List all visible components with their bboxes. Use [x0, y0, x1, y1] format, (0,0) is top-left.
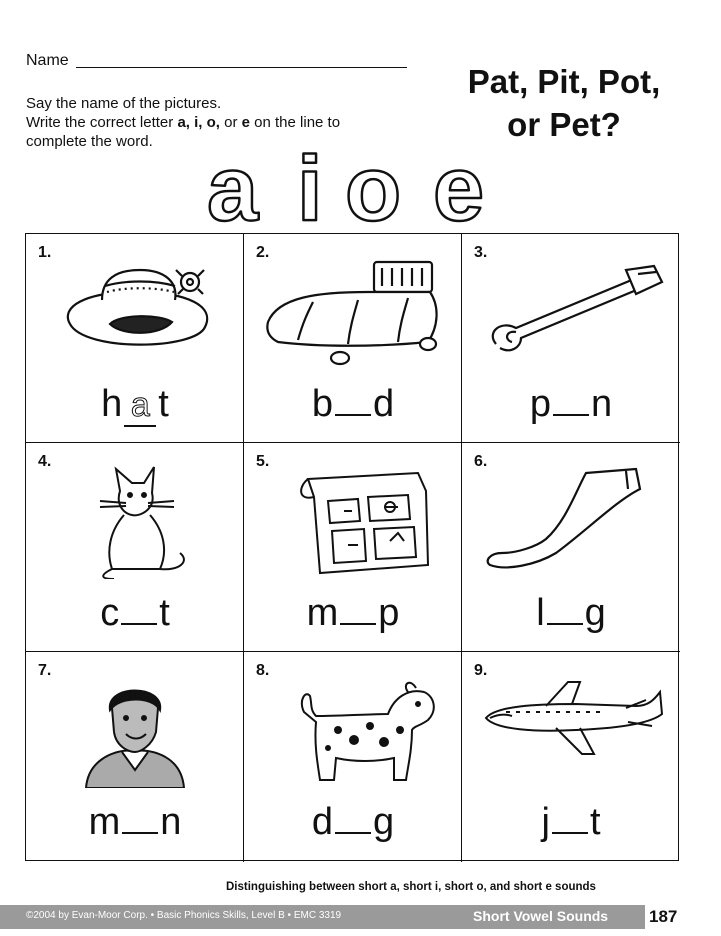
vowel-e: e — [433, 138, 485, 230]
item-cell-5 — [244, 443, 462, 652]
word-cat — [26, 593, 244, 633]
word-last-letter: t — [158, 383, 169, 425]
answer-blank[interactable] — [122, 830, 158, 834]
item-number: 5. — [256, 453, 270, 470]
item-cell-4 — [26, 443, 244, 652]
word-first-letter: m — [306, 592, 339, 634]
answer-blank[interactable] — [335, 412, 371, 416]
item-number: 4. — [38, 453, 52, 470]
dog-icon — [258, 670, 448, 788]
answer-blank[interactable] — [547, 621, 583, 625]
item-cell-1 — [26, 234, 244, 443]
item-cell-6 — [462, 443, 680, 652]
word-first-letter: d — [311, 801, 333, 843]
section-title: Short Vowel Sounds — [473, 908, 609, 924]
word-last-letter: g — [584, 592, 606, 634]
picture-grid — [25, 233, 679, 861]
page-number: 187 — [645, 905, 721, 929]
bed-icon — [258, 252, 448, 370]
instruction-text: or — [219, 114, 242, 131]
item-cell-8 — [244, 652, 462, 862]
item-number: 6. — [474, 453, 488, 470]
word-last-letter: d — [373, 383, 395, 425]
word-last-letter: g — [373, 801, 395, 843]
leg-icon — [476, 461, 666, 579]
name-label: Name — [26, 52, 69, 69]
instruction-text: Write the correct letter — [26, 114, 178, 131]
word-last-letter: t — [159, 592, 170, 634]
answer-traced[interactable]: a — [124, 385, 156, 427]
title-line-2: or Pet? — [507, 106, 621, 143]
item-number: 8. — [256, 662, 270, 679]
hat-icon — [40, 252, 230, 370]
word-dog — [244, 802, 462, 842]
item-number: 2. — [256, 244, 270, 261]
instruction-line-1: Say the name of the pictures. — [26, 95, 222, 112]
word-hat — [26, 384, 244, 427]
word-map — [244, 593, 462, 633]
item-cell-7 — [26, 652, 244, 862]
word-first-letter: j — [541, 801, 550, 843]
word-last-letter: n — [591, 383, 613, 425]
name-line[interactable] — [76, 67, 407, 68]
safety-pin-icon — [476, 252, 666, 370]
item-number: 7. — [38, 662, 52, 679]
word-man — [26, 802, 244, 842]
item-cell-9 — [462, 652, 680, 862]
word-first-letter: c — [100, 592, 120, 634]
word-pin — [462, 384, 680, 424]
copyright-text: ©2004 by Evan-Moor Corp. • Basic Phonics Skills, Level B • EMC 3319 — [26, 910, 342, 921]
word-first-letter: p — [529, 383, 551, 425]
map-icon — [258, 461, 448, 579]
cat-icon — [40, 461, 230, 579]
vowel-o: o — [345, 138, 402, 230]
word-bed — [244, 384, 462, 424]
word-leg — [462, 593, 680, 633]
instruction-line-2 — [26, 113, 406, 132]
word-first-letter: m — [88, 801, 121, 843]
answer-blank[interactable] — [121, 621, 157, 625]
vowel-letters — [205, 138, 505, 230]
instruction-letters: a, i, o, — [177, 114, 220, 131]
title-line-1: Pat, Pit, Pot, — [467, 63, 661, 100]
item-number: 3. — [474, 244, 488, 261]
vowel-i: i — [297, 138, 323, 230]
item-number: 1. — [38, 244, 52, 261]
instruction-letter-e: e — [241, 114, 250, 131]
word-first-letter: b — [311, 383, 333, 425]
answer-blank[interactable] — [335, 830, 371, 834]
vowel-a: a — [207, 138, 259, 230]
page-title — [424, 60, 704, 146]
answer-blank[interactable] — [553, 412, 589, 416]
word-last-letter: p — [378, 592, 400, 634]
instruction-text: on the line to — [249, 114, 341, 131]
answer-blank[interactable] — [552, 830, 588, 834]
answer-blank[interactable] — [340, 621, 376, 625]
item-cell-3 — [462, 234, 680, 443]
word-last-letter: n — [160, 801, 182, 843]
instruction-line-3: complete the word. — [26, 133, 153, 150]
word-first-letter: l — [536, 592, 545, 634]
word-jet — [462, 802, 680, 842]
word-last-letter: t — [589, 801, 601, 843]
man-icon — [40, 670, 230, 788]
word-first-letter: h — [101, 383, 123, 425]
footer-caption: Distinguishing between short a, short i, short o, and short e sounds — [226, 881, 596, 893]
jet-icon — [476, 670, 666, 788]
item-number: 9. — [474, 662, 488, 679]
item-cell-2 — [244, 234, 462, 443]
